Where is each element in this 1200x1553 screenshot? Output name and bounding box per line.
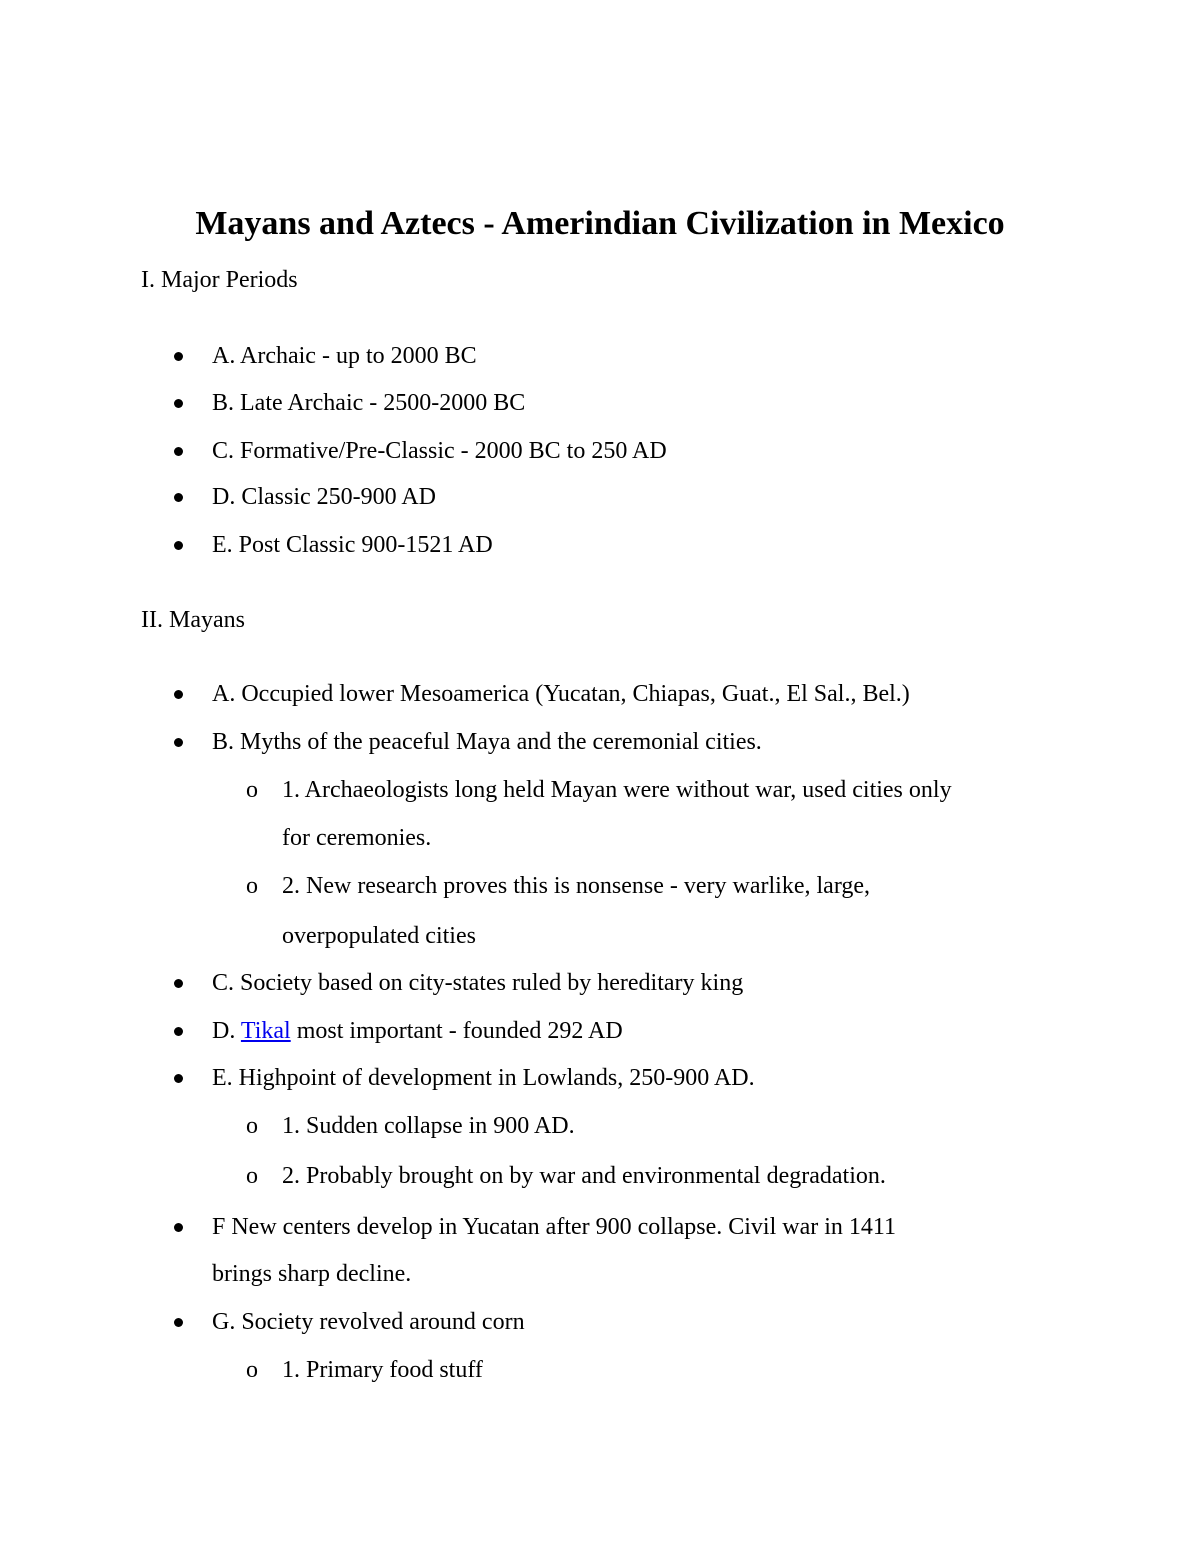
- section-heading-major-periods: I. Major Periods: [141, 267, 298, 293]
- sub-list-item: [246, 1110, 575, 1142]
- list-item-text: E. Highpoint of development in Lowlands, 250-900 AD.: [212, 1065, 755, 1091]
- bullet-icon: [174, 447, 183, 456]
- bullet-icon: [174, 399, 183, 408]
- list-item: [212, 1211, 896, 1243]
- bullet-icon: [174, 541, 183, 550]
- list-item-text: G. Society revolved around corn: [212, 1309, 525, 1335]
- sub-list-item-continuation: for ceremonies.: [282, 825, 432, 851]
- sub-list-item-text: 2. Probably brought on by war and environmental degradation.: [282, 1163, 886, 1189]
- list-item-text: F New centers develop in Yucatan after 900 collapse. Civil war in 1411: [212, 1214, 897, 1240]
- sub-list-item-text: 1. Sudden collapse in 900 AD.: [282, 1113, 575, 1139]
- sub-list-item-text: 1. Archaeologists long held Mayan were without war, used cities only: [282, 777, 952, 803]
- bullet-icon: [174, 1223, 183, 1232]
- bullet-icon: [174, 1074, 183, 1083]
- list-item-prefix: D.: [212, 1018, 241, 1044]
- list-item-text: D. Classic 250-900 AD: [212, 484, 436, 510]
- sub-list-item-continuation: overpopulated cities: [282, 923, 476, 949]
- bullet-icon: [174, 979, 183, 988]
- bullet-icon: [174, 690, 183, 699]
- list-item: [212, 529, 493, 561]
- list-item-text: C. Formative/Pre-Classic - 2000 BC to 250 AD: [212, 438, 667, 464]
- section-heading-mayans: II. Mayans: [141, 607, 245, 633]
- sub-list-item: [246, 1160, 886, 1192]
- sub-list-item: [246, 870, 871, 902]
- list-item-text: B. Myths of the peaceful Maya and the ceremonial cities.: [212, 729, 762, 755]
- bullet-icon: [174, 352, 183, 361]
- circle-bullet-icon: o: [246, 777, 258, 803]
- sub-list-item: [246, 774, 952, 806]
- tikal-link[interactable]: Tikal: [240, 1018, 291, 1044]
- sub-list-item-text: 1. Primary food stuff: [282, 1357, 483, 1383]
- list-item: [212, 435, 667, 467]
- bullet-icon: [174, 1027, 183, 1036]
- bullet-icon: [174, 493, 183, 502]
- list-item-continuation: brings sharp decline.: [212, 1261, 412, 1287]
- list-item: [212, 1062, 755, 1094]
- list-item-text: A. Occupied lower Mesoamerica (Yucatan, Chiapas, Guat., El Sal., Bel.): [212, 681, 910, 707]
- list-item-text: C. Society based on city-states ruled by hereditary king: [212, 970, 744, 996]
- sub-list-item: [246, 1354, 483, 1386]
- list-item: [212, 967, 743, 999]
- list-item: [212, 1306, 525, 1338]
- list-item: [212, 387, 525, 419]
- circle-bullet-icon: o: [246, 873, 258, 899]
- circle-bullet-icon: o: [246, 1113, 258, 1139]
- list-item-text: B. Late Archaic - 2500-2000 BC: [212, 390, 526, 416]
- sub-list-item-text: 2. New research proves this is nonsense - very warlike, large,: [282, 873, 871, 899]
- bullet-icon: [174, 1318, 183, 1327]
- list-item-text: E. Post Classic 900-1521 AD: [212, 532, 493, 558]
- circle-bullet-icon: o: [246, 1357, 258, 1383]
- list-item-suffix: most important - founded 292 AD: [290, 1018, 623, 1044]
- document-title: Mayans and Aztecs - Amerindian Civilization in Mexico: [195, 205, 1005, 242]
- list-item: [212, 726, 762, 758]
- circle-bullet-icon: o: [246, 1163, 258, 1189]
- list-item: [212, 678, 910, 710]
- list-item-text: A. Archaic - up to 2000 BC: [212, 343, 477, 369]
- list-item: [212, 481, 436, 513]
- bullet-icon: [174, 738, 183, 747]
- list-item: [212, 340, 477, 372]
- list-item: [212, 1015, 623, 1047]
